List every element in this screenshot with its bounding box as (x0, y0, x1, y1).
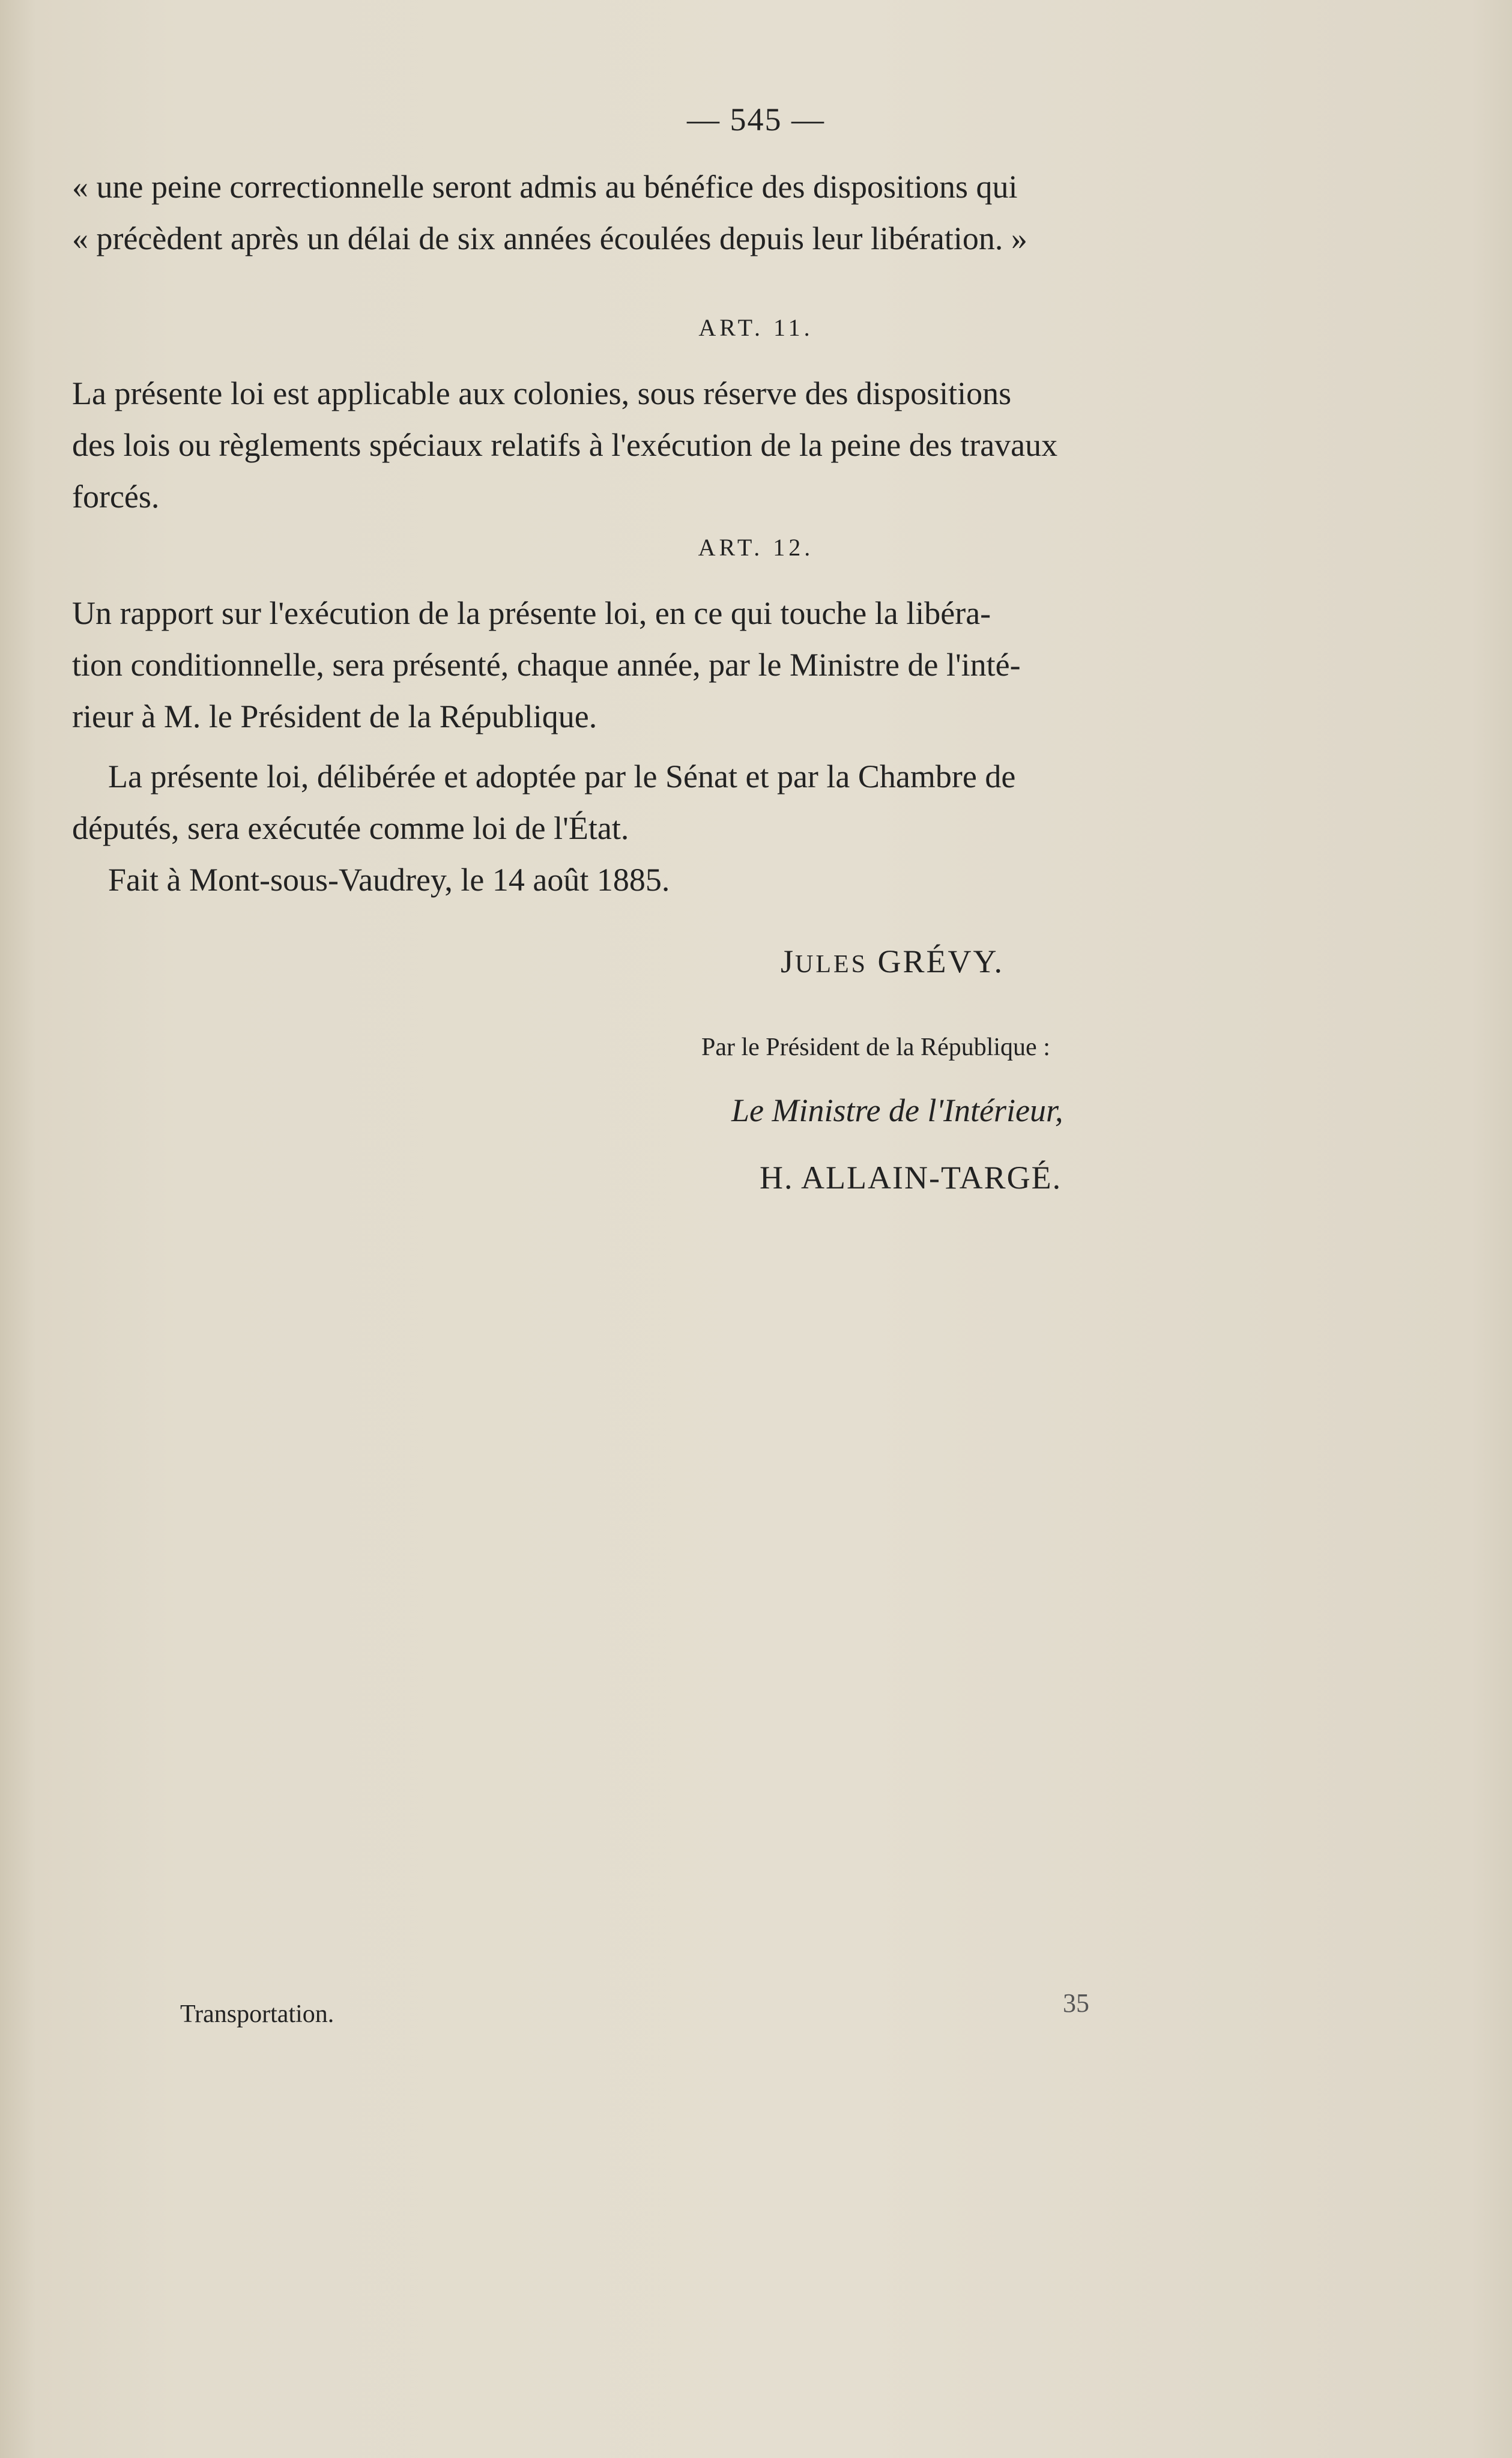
countersign-ministre: Le Ministre de l'Intérieur, (731, 1092, 1063, 1128)
quote-paragraph (72, 161, 1213, 264)
text-line: « une peine correctionnelle seront admis au bénéfice des dispositions qui (72, 169, 1018, 205)
text-line: Un rapport sur l'exécution de la présente loi, en ce qui touche la libéra- (72, 595, 991, 631)
text-line: La présente loi, délibérée et adoptée par le Sénat et par la Chambre de (108, 758, 1016, 795)
footer-signature-mark: Transportation. (180, 2000, 334, 2028)
page-number: — 545 — (687, 101, 825, 138)
text-line: tion conditionnelle, sera présenté, chaque année, par le Ministre de l'inté- (72, 647, 1021, 683)
countersign-par: Par le Président de la République : (701, 1034, 1050, 1061)
article-11-paragraph (72, 368, 1213, 522)
signature-first-initial: J (781, 943, 796, 979)
article-12-paragraph (72, 587, 1213, 742)
article-11-heading: ART. 11. (698, 314, 814, 341)
closing-paragraph (72, 751, 1213, 906)
text-line: députés, sera exécutée comme loi de l'État. (72, 810, 629, 846)
signature-grevy (781, 943, 1004, 980)
signature-last: GRÉVY. (877, 943, 1005, 979)
text-line: La présente loi est applicable aux colonies, sous réserve des dispositions (72, 375, 1012, 411)
footer-sheet-number: 35 (1063, 1988, 1089, 2018)
countersign-name: H. ALLAIN-TARGÉ. (760, 1160, 1062, 1196)
dated-line: Fait à Mont-sous-Vaudrey, le 14 août 1885. (108, 862, 670, 898)
text-line: des lois ou règlements spéciaux relatifs à l'exécution de la peine des travaux (72, 427, 1058, 463)
article-12-heading: ART. 12. (698, 534, 814, 561)
text-line: « précèdent après un délai de six années écoulées depuis leur libération. » (72, 220, 1027, 256)
text-line: rieur à M. le Président de la République. (72, 698, 597, 734)
signature-first-rest: ULES (795, 951, 868, 978)
text-line: forcés. (72, 479, 160, 515)
